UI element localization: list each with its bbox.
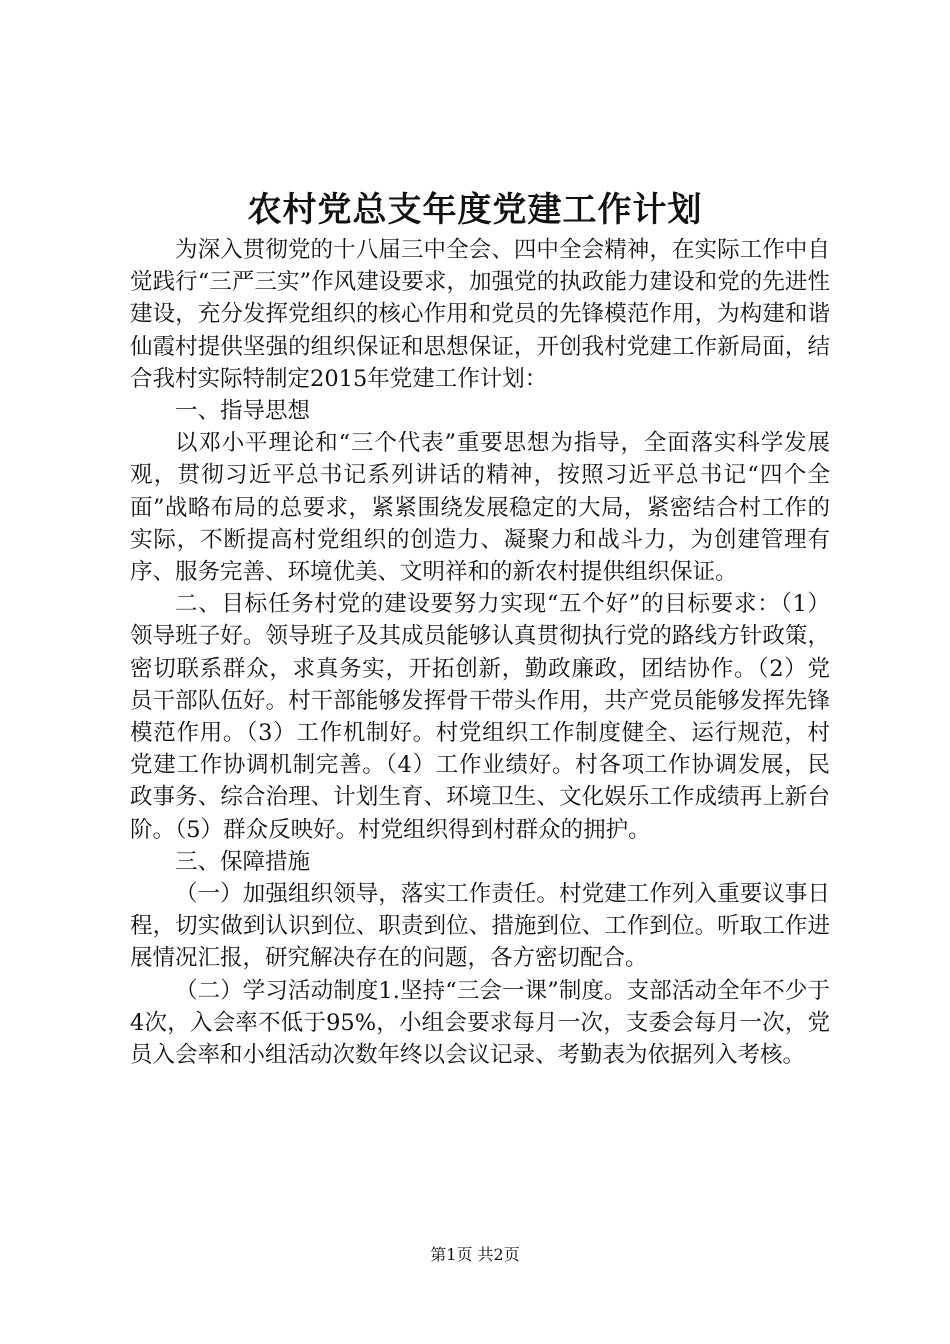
guiding-thought-paragraph: 以邓小平理论和“三个代表”重要思想为指导，全面落实科学发展观，贯彻习近平总书记系列讲话的精神，按照习近平总书记“四个全面”战略布局的总要求，紧紧围绕发展稳定的大局，紧密结合村工作的实际，不断提高村党组织的创造力、凝聚力和战斗力，为创建管理有序、服务完善、环境优美、文明祥和的新农村提供组织保证。 <box>130 430 830 586</box>
document-title: 农村党总支年度党建工作计划 <box>247 190 703 230</box>
intro-paragraph: 为深入贯彻党的十八届三中全会、四中全会精神，在实际工作中自觉践行“三严三实”作风建设要求，加强党的执政能力建设和党的先进性建设，充分发挥党组织的核心作用和党员的先锋模范作用，为构建和谐仙霞村提供坚强的组织保证和思想保证，开创我村党建工作新局面，结合我村实际特制定2015年党建工作计划： <box>130 237 830 392</box>
document-body <box>130 234 830 1071</box>
goals-paragraph: 二、目标任务村党的建设要努力实现“五个好”的目标要求：（1）领导班子好。领导班子及其成员能够认真贯彻执行党的路线方针政策，密切联系群众，求真务实，开拓创新，勤政廉政，团结协作。（2）党员干部队伍好。村干部能够发挥骨干带头作用，共产党员能够发挥先锋模范作用。（3）工作机制好。村党组织工作制度健全、运行规范，村党建工作协调机制完善。（4）工作业绩好。村各项工作协调发展，民政事务、综合治理、计划生育、环境卫生、文化娱乐工作成绩再上新台阶。（5）群众反映好。村党组织得到村群众的拥护。 <box>130 591 830 843</box>
section-heading-guiding-thought: 一、指导思想 <box>175 398 311 425</box>
measure-one-paragraph: （一）加强组织领导，落实工作责任。村党建工作列入重要议事日程，切实做到认识到位、职责到位、措施到位、工作到位。听取工作进展情况汇报，研究解决存在的问题，各方密切配合。 <box>130 881 830 972</box>
section-heading-measures: 三、保障措施 <box>175 848 311 875</box>
page-number-footer: 第1页 共2页 <box>430 1245 520 1264</box>
measure-two-paragraph: （二）学习活动制度1.坚持“三会一课”制度。支部活动全年不少于4次，入会率不低于95%，小组会要求每月一次，支委会每月一次，党员入会率和小组活动次数年终以会议记录、考勤表为依据列入考核。 <box>130 977 830 1069</box>
